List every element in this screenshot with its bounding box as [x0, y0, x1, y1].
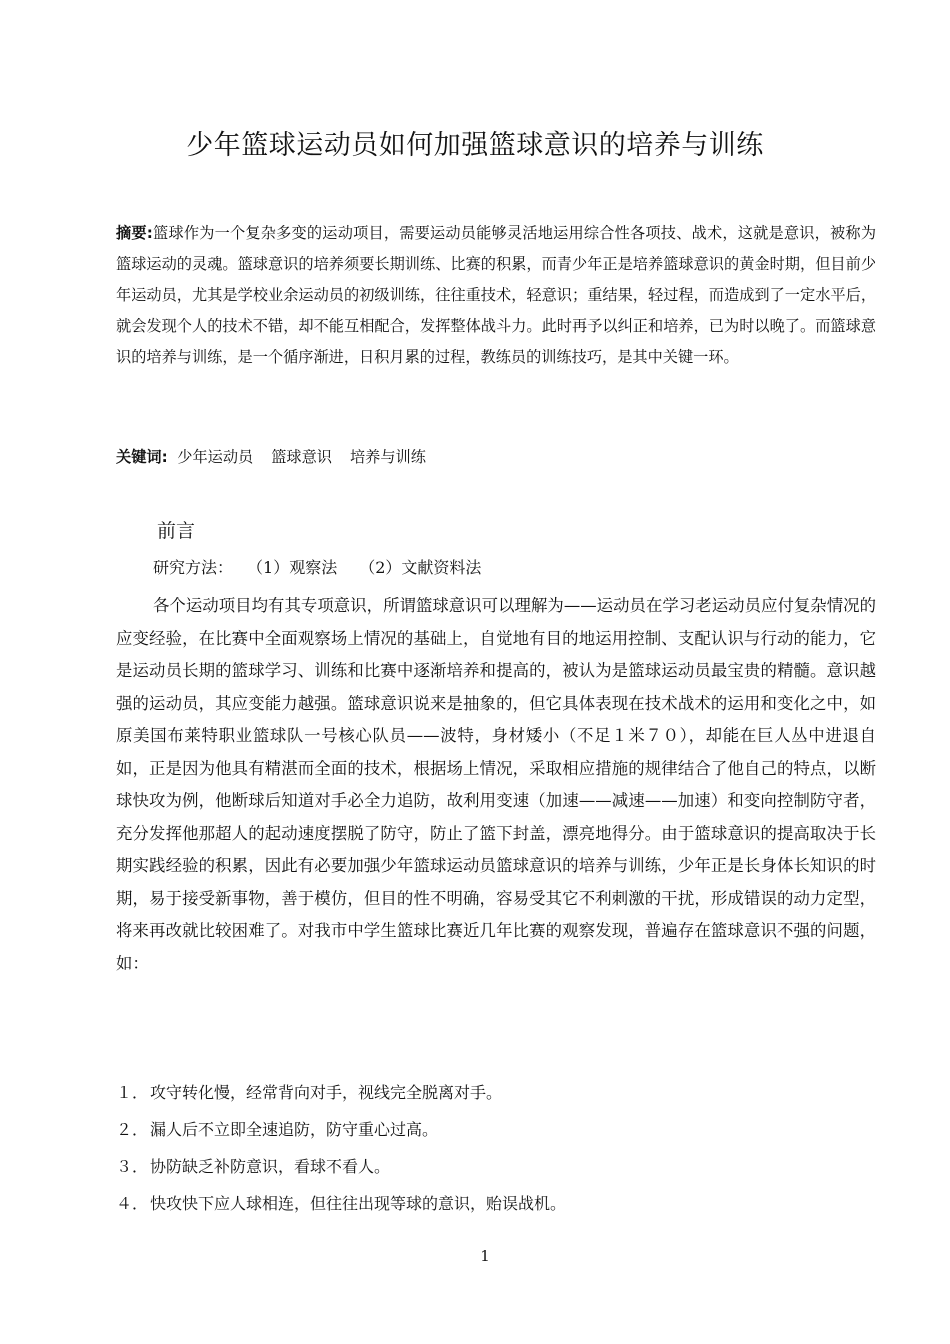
list-text: 攻守转化慢，经常背向对手，视线完全脱离对手。: [150, 1083, 503, 1102]
keyword-item: 少年运动员: [177, 448, 254, 466]
abstract-text: 篮球作为一个复杂多变的运动项目，需要运动员能够灵活地运用综合性各项技、战术，这就是意识，被称为篮球运动的灵魂。篮球意识的培养须要长期训练、比赛的积累，而青少年正是培养篮球意识的黄金时期，但目前少年运动员，尤其是学校业余运动员的初级训练，往往重技术，轻意识；重结果，轻过程，而造成到了一定水平后，就会发现个人的技术不错，却不能互相配合，发挥整体战斗力。此时再予以纠正和培养，已为时以晚了。而篮球意识的培养与训练，是一个循序渐进，日积月累的过程，教练员的训练技巧，是其中关键一环。: [116, 224, 877, 366]
list-item: [116, 1074, 876, 1111]
method-item: （2）文献资料法: [359, 558, 482, 577]
list-item: [116, 1185, 876, 1222]
list-number: ３．: [116, 1157, 149, 1176]
problem-list: [116, 1074, 876, 1222]
abstract-label: 摘要:: [116, 224, 153, 242]
section-heading: 前言: [157, 520, 196, 542]
page-title: 少年篮球运动员如何加强篮球意识的培养与训练: [186, 130, 764, 161]
research-methods: [153, 554, 503, 582]
page-number: 1: [480, 1247, 490, 1265]
methods-label: 研究方法：: [153, 558, 234, 577]
list-item: [116, 1148, 876, 1185]
method-item: （1）观察法: [255, 558, 338, 577]
keyword-item: 篮球意识: [271, 448, 332, 466]
body-paragraph: 各个运动项目均有其专项意识，所谓篮球意识可以理解为——运动员在学习老运动员应付复杂情况的应变经验，在比赛中全面观察场上情况的基础上，自觉地有目的地运用控制、支配认识与行动的能力，它是运动员长期的篮球学习、训练和比赛中逐渐培养和提高的，被认为是篮球运动员最宝贵的精髓。意识越强的运动员，其应变能力越强。篮球意识说来是抽象的，但它具体表现在技术战术的运用和变化之中，如原美国布莱特职业篮球队一号核心队员——波特，身材矮小（不足１米７０），却能在巨人丛中进退自如，正是因为他具有精湛而全面的技术，根据场上情况，采取相应措施的规律结合了他自己的特点，以断球快攻为例，他断球后知道对手必全力追防，故利用变速（加速——减速——加速）和变向控制防守者，充分发挥他那超人的起动速度摆脱了防守，防止了篮下封盖，漂亮地得分。由于篮球意识的提高取决于长期实践经验的积累，因此有必要加强少年篮球运动员篮球意识的培养与训练，少年正是长身体长知识的时期，易于接受新事物，善于模仿，但目的性不明确，容易受其它不利刺激的干扰，形成错误的动力定型，将来再改就比较困难了。对我市中学生篮球比赛近几年比赛的观察发现，普遍存在篮球意识不强的问题，如：: [116, 596, 876, 973]
keyword-item: 培养与训练: [349, 448, 426, 466]
keywords: [116, 444, 876, 470]
list-text: 漏人后不立即全速追防，防守重心过高。: [150, 1120, 439, 1139]
abstract: [116, 218, 876, 373]
list-number: ２．: [116, 1120, 149, 1139]
list-item: [116, 1111, 876, 1148]
list-number: ４．: [116, 1194, 149, 1213]
list-text: 协防缺乏补防意识，看球不看人。: [150, 1157, 391, 1176]
list-text: 快攻快下应人球相连，但往往出现等球的意识，贻误战机。: [150, 1194, 567, 1213]
list-number: １．: [116, 1083, 149, 1102]
keywords-label: 关键词:: [116, 448, 168, 466]
